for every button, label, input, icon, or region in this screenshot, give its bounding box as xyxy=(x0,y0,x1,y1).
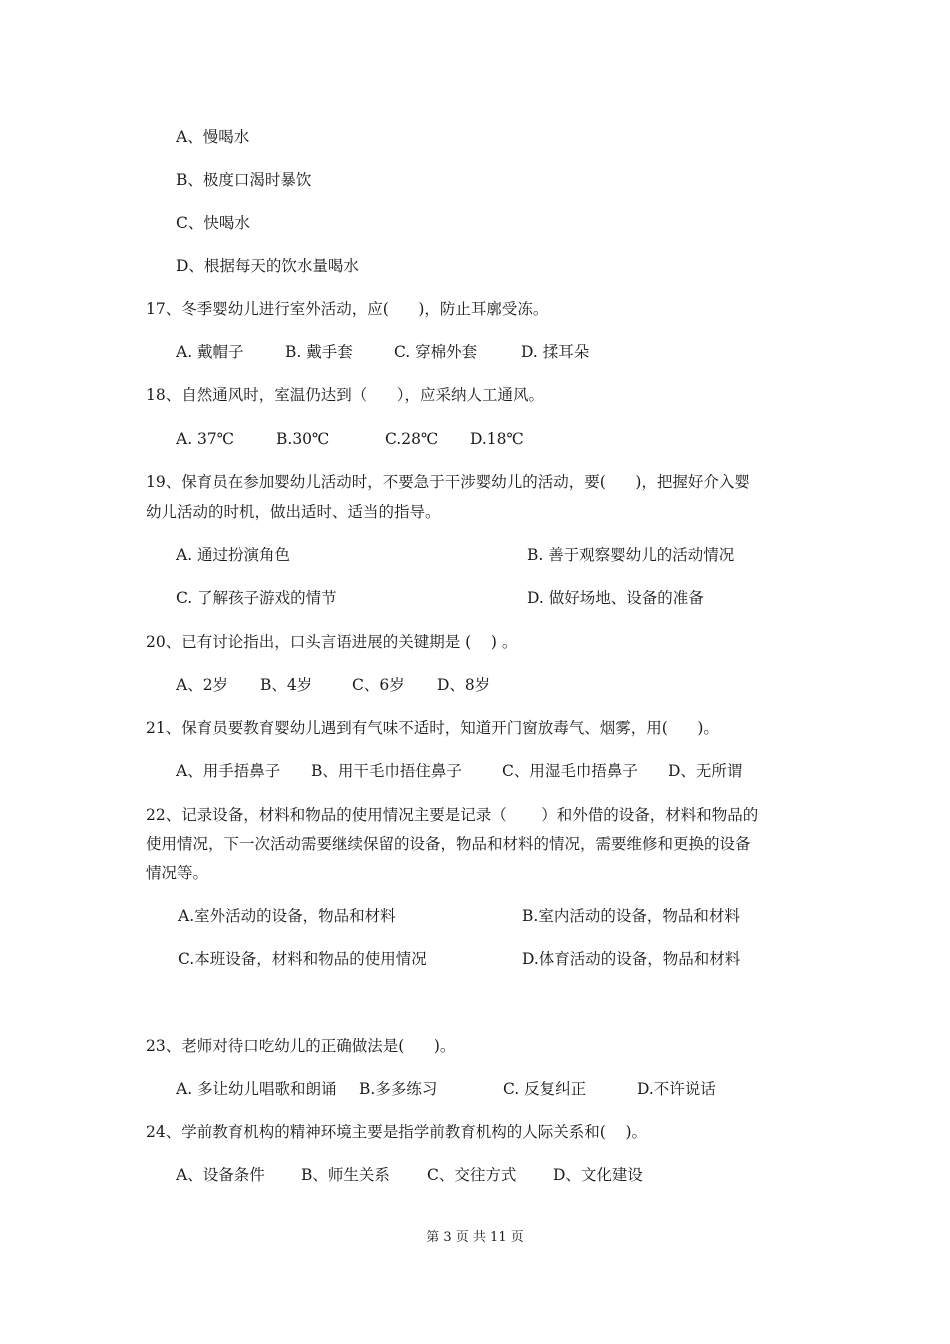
question-17-stem: 17、冬季婴幼儿进行室外活动，应( )，防止耳廓受冻。 xyxy=(146,300,549,318)
q22-option-d: D.体育活动的设备，物品和材料 xyxy=(522,950,741,968)
q24-option-c: C、交往方式 xyxy=(427,1166,517,1184)
q20-option-c: C、6岁 xyxy=(352,676,405,694)
q23-option-d: D.不许说话 xyxy=(637,1080,716,1098)
q18-option-c: C.28℃ xyxy=(385,430,439,448)
q17-option-a: A. 戴帽子 xyxy=(176,343,244,361)
q18-option-a: A. 37℃ xyxy=(176,430,235,448)
option-a: A、慢喝水 xyxy=(176,128,250,146)
q17-option-c: C. 穿棉外套 xyxy=(394,343,478,361)
q19-option-a: A. 通过扮演角色 xyxy=(176,546,291,564)
q20-option-a: A、2岁 xyxy=(176,676,229,694)
question-20-stem: 20、已有讨论指出，口头言语进展的关键期是 ( ) 。 xyxy=(146,633,518,651)
q21-option-b: B、用干毛巾捂住鼻子 xyxy=(311,762,462,780)
q24-option-d: D、文化建设 xyxy=(553,1166,643,1184)
q23-option-a: A. 多让幼儿唱歌和朗诵 xyxy=(176,1080,337,1098)
question-22-stem-line-3: 情况等。 xyxy=(146,864,209,882)
option-b: B、极度口渴时暴饮 xyxy=(176,171,312,189)
q19-option-b: B. 善于观察婴幼儿的活动情况 xyxy=(527,546,735,564)
question-22-stem-line-2: 使用情况，下一次活动需要继续保留的设备，物品和材料的情况，需要维修和更换的设备 xyxy=(146,835,751,853)
question-19-stem-line-1: 19、保育员在参加婴幼儿活动时，不要急于干涉婴幼儿的活动，要( )，把握好介入婴 xyxy=(146,473,750,491)
question-24-stem: 24、学前教育机构的精神环境主要是指学前教育机构的人际关系和( )。 xyxy=(146,1123,648,1141)
q19-option-d: D. 做好场地、设备的准备 xyxy=(527,589,704,607)
q22-option-a: A.室外活动的设备，物品和材料 xyxy=(178,907,396,925)
q17-option-d: D. 揉耳朵 xyxy=(521,343,590,361)
question-21-stem: 21、保育员要教育婴幼儿遇到有气味不适时，知道开门窗放毒气、烟雾，用( )。 xyxy=(146,719,719,737)
q17-option-b: B. 戴手套 xyxy=(285,343,353,361)
q20-option-d: D、8岁 xyxy=(437,676,491,694)
page-number-footer: 第 3 页 共 11 页 xyxy=(426,1230,524,1245)
q22-option-b: B.室内活动的设备，物品和材料 xyxy=(522,907,740,925)
q19-option-c: C. 了解孩子游戏的情节 xyxy=(176,589,337,607)
option-c: C、快喝水 xyxy=(176,214,250,232)
q21-option-c: C、用湿毛巾捂鼻子 xyxy=(502,762,638,780)
q21-option-a: A、用手捂鼻子 xyxy=(176,762,281,780)
q22-option-c: C.本班设备，材料和物品的使用情况 xyxy=(178,950,427,968)
question-22-stem-line-1: 22、记录设备，材料和物品的使用情况主要是记录（ ）和外借的设备，材料和物品的 xyxy=(146,806,759,824)
question-18-stem: 18、自然通风时，室温仍达到（ ），应采纳人工通风。 xyxy=(146,386,545,404)
q24-option-a: A、设备条件 xyxy=(176,1166,265,1184)
q23-option-c: C. 反复纠正 xyxy=(503,1080,587,1098)
q18-option-d: D.18℃ xyxy=(470,430,524,448)
question-19-stem-line-2: 幼儿活动的时机，做出适时、适当的指导。 xyxy=(146,503,441,521)
option-d: D、根据每天的饮水量喝水 xyxy=(176,257,359,275)
question-23-stem: 23、老师对待口吃幼儿的正确做法是( )。 xyxy=(146,1037,456,1055)
q18-option-b: B.30℃ xyxy=(276,430,330,448)
q24-option-b: B、师生关系 xyxy=(301,1166,390,1184)
q20-option-b: B、4岁 xyxy=(260,676,313,694)
q23-option-b: B.多多练习 xyxy=(359,1080,438,1098)
q21-option-d: D、无所谓 xyxy=(668,762,743,780)
